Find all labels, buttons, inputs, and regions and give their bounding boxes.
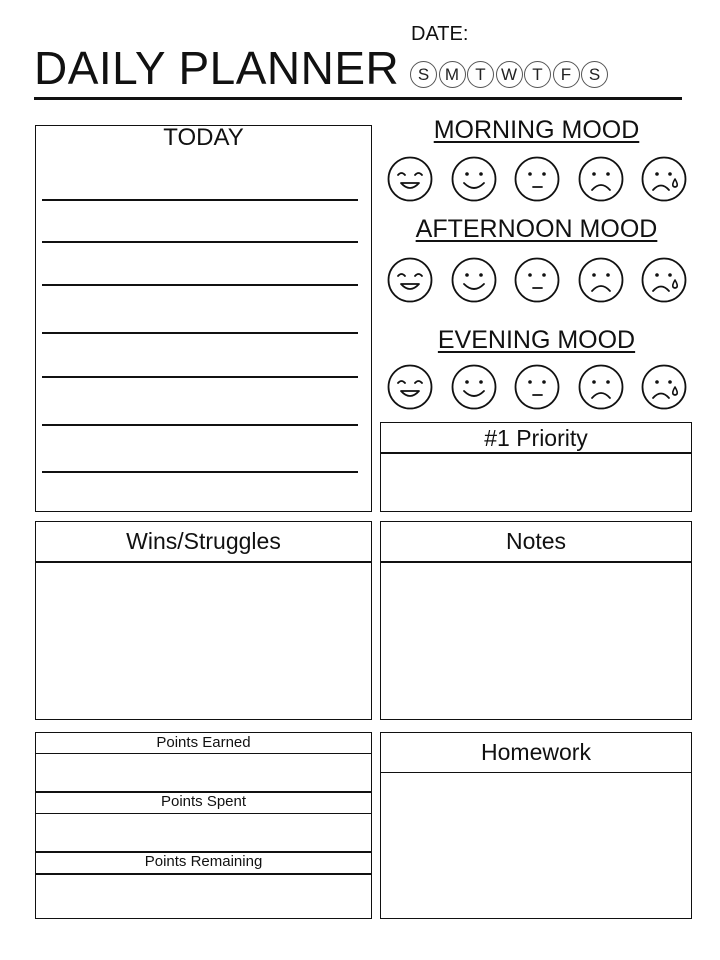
header-divider	[34, 97, 682, 100]
wins-struggles-box[interactable]	[35, 561, 372, 720]
weekday-sunday[interactable]: S	[410, 61, 437, 88]
weekday-selector	[410, 61, 608, 88]
today-line[interactable]	[42, 332, 358, 334]
afternoon-mood-title: AFTERNOON MOOD	[415, 215, 658, 243]
points-spent-label: Points Spent	[35, 791, 372, 814]
evening-mood-title: EVENING MOOD	[437, 326, 636, 354]
today-title: TODAY	[163, 124, 244, 151]
weekday-saturday[interactable]: S	[581, 61, 608, 88]
weekday-thursday[interactable]: T	[524, 61, 551, 88]
neutral-face-icon[interactable]	[513, 256, 561, 304]
today-line[interactable]	[42, 199, 358, 201]
today-line[interactable]	[42, 241, 358, 243]
smiling-face-icon[interactable]	[450, 155, 498, 203]
priority-box[interactable]	[380, 452, 692, 512]
today-line[interactable]	[42, 284, 358, 286]
laughing-face-icon[interactable]	[386, 363, 434, 411]
sad-face-icon[interactable]	[577, 363, 625, 411]
morning-mood-faces	[386, 155, 688, 203]
notes-header: Notes	[380, 521, 692, 563]
wins-struggles-header: Wins/Struggles	[35, 521, 372, 563]
crying-face-icon[interactable]	[640, 155, 688, 203]
today-line[interactable]	[42, 424, 358, 426]
crying-face-icon[interactable]	[640, 256, 688, 304]
sad-face-icon[interactable]	[577, 256, 625, 304]
smiling-face-icon[interactable]	[450, 256, 498, 304]
weekday-tuesday[interactable]: T	[467, 61, 494, 88]
today-line[interactable]	[42, 471, 358, 473]
notes-box[interactable]	[380, 561, 692, 720]
weekday-wednesday[interactable]: W	[496, 61, 523, 88]
neutral-face-icon[interactable]	[513, 363, 561, 411]
sad-face-icon[interactable]	[577, 155, 625, 203]
morning-mood-title: MORNING MOOD	[433, 116, 640, 144]
date-label: DATE:	[411, 23, 469, 45]
points-earned-field[interactable]	[35, 753, 372, 793]
weekday-monday[interactable]: M	[439, 61, 466, 88]
crying-face-icon[interactable]	[640, 363, 688, 411]
page-title: DAILY PLANNER	[34, 42, 400, 94]
evening-mood-faces	[386, 363, 688, 411]
laughing-face-icon[interactable]	[386, 155, 434, 203]
today-line[interactable]	[42, 376, 358, 378]
points-earned-label: Points Earned	[35, 732, 372, 754]
points-remaining-label: Points Remaining	[35, 851, 372, 875]
homework-header: Homework	[380, 732, 692, 773]
priority-header: #1 Priority	[380, 422, 692, 454]
laughing-face-icon[interactable]	[386, 256, 434, 304]
points-spent-field[interactable]	[35, 813, 372, 853]
neutral-face-icon[interactable]	[513, 155, 561, 203]
points-remaining-field[interactable]	[35, 873, 372, 919]
smiling-face-icon[interactable]	[450, 363, 498, 411]
today-box[interactable]	[35, 125, 372, 512]
weekday-friday[interactable]: F	[553, 61, 580, 88]
afternoon-mood-faces	[386, 256, 688, 304]
homework-area[interactable]	[382, 773, 690, 917]
